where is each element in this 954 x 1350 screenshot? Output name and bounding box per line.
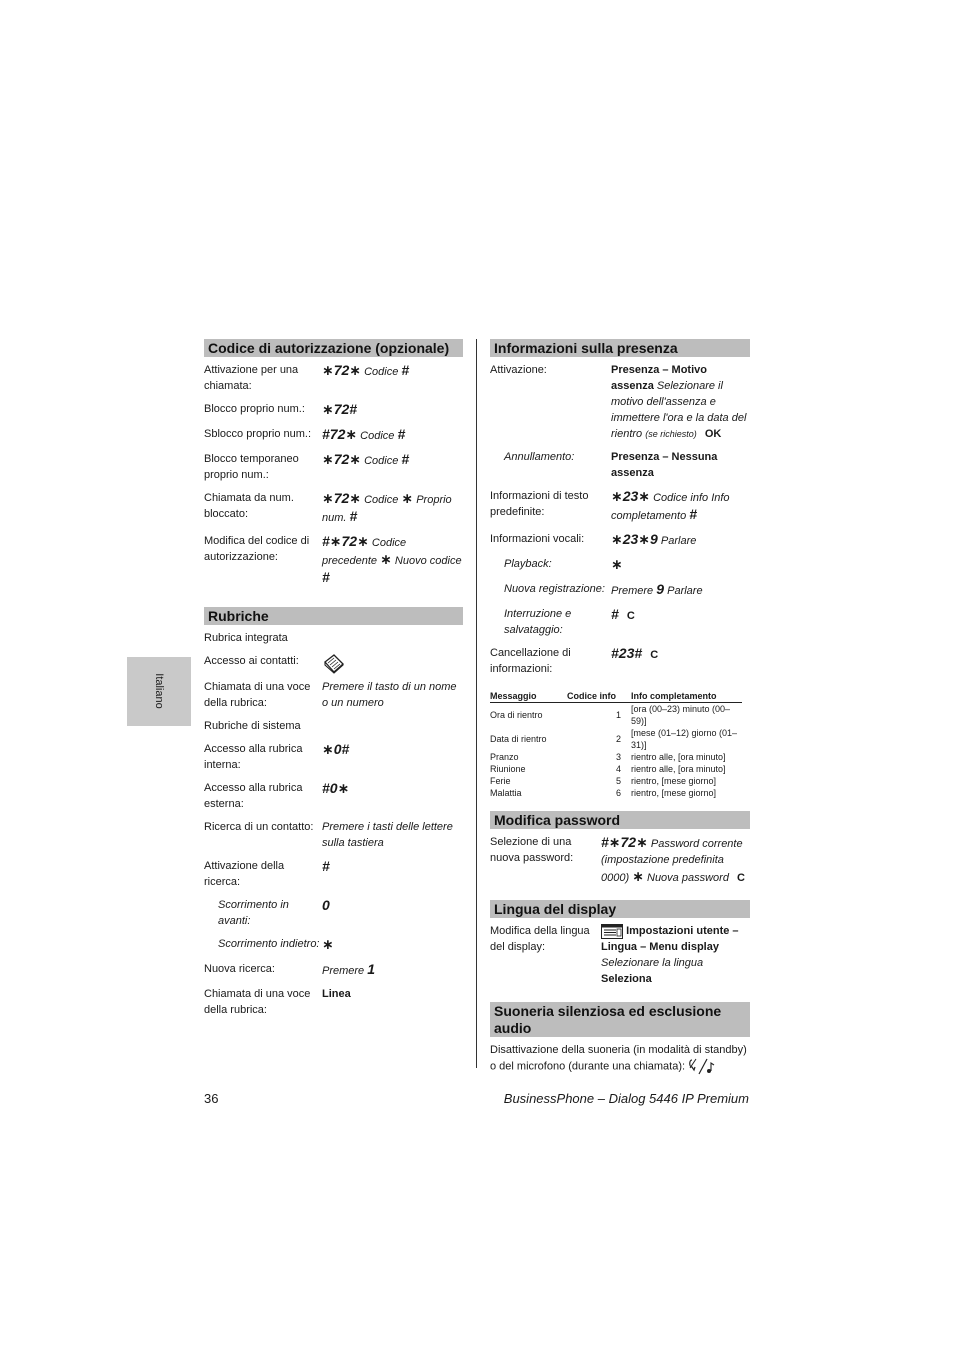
- footer-product: BusinessPhone – Dialog 5446 IP Premium: [503, 1091, 749, 1106]
- table-row: Riunione 4 rientro alle, [ora minuto]: [490, 764, 726, 774]
- subheading-system: Rubriche di sistema: [204, 720, 301, 732]
- auth-row-change-code: Modifica del codice di autorizzazione: #∗72∗ Codice precedente ∗ Nuovo codice #: [204, 533, 462, 585]
- rubriche-row-call-line: Chiamata di una voce della rubrica: Linea: [204, 988, 351, 1016]
- auth-row-temp-block: Blocco temporaneo proprio num.: ∗72∗ Codice #: [204, 451, 410, 481]
- table-header-codice: Codice info: [567, 691, 616, 701]
- side-tab-label: Italiano: [153, 673, 165, 709]
- mute-icon: [688, 1058, 716, 1075]
- presenza-row-voice-info: Informazioni vocali: ∗23∗9 Parlare: [490, 531, 697, 547]
- info-code-table: [490, 691, 742, 799]
- column-divider: [476, 339, 477, 1068]
- table-header-row: [490, 691, 742, 703]
- rubriche-row-scroll-back: Scorrimento indietro: ∗: [218, 936, 334, 952]
- password-row-select: Selezione di una nuova password: #∗72∗ Password corrente (impostazione predefinita 0000) ∗ Nuova password C: [490, 834, 745, 884]
- presenza-row-playback: Playback: ∗: [504, 556, 623, 572]
- right-column: [490, 339, 750, 1075]
- section-title-rubriche: Rubriche: [204, 607, 463, 625]
- presenza-row-delete: Cancellazione di informazioni: #23# C: [490, 645, 659, 675]
- section-title-auth: Codice di autorizzazione (opzionale): [204, 339, 463, 357]
- table-row: Malattia 6 rientro, [mese giorno]: [490, 788, 717, 798]
- section-title-lingua: Lingua del display: [490, 900, 750, 918]
- subheading-integrated: Rubrica integrata: [204, 632, 288, 644]
- auth-row-block: Blocco proprio num.: ∗72#: [204, 401, 358, 417]
- rubriche-row-new-search: Nuova ricerca: Premere 1: [204, 961, 376, 977]
- left-column: [204, 339, 463, 1018]
- lingua-row-change: Modifica della lingua del display: Impostazioni utente – Lingua – Menu display Selezionare la lingua Seleziona: [490, 925, 739, 985]
- suoneria-text: Disattivazione della suoneria (in modalità di standby) o del microfono (durante una chiamata):: [490, 1042, 750, 1075]
- table-row: Ferie 5 rientro, [mese giorno]: [490, 776, 717, 786]
- language-side-tab: [127, 657, 191, 726]
- auth-row-unblock: Sblocco proprio num.: #72∗ Codice #: [204, 426, 406, 442]
- rubriche-row-external: Accesso alla rubrica esterna: #0∗: [204, 780, 350, 810]
- presenza-row-activation: Attivazione: Presenza – Motivo assenza Selezionare il motivo dell'assenza e immettere l'ora e la data del rientro (se richiesto) OK: [490, 364, 747, 440]
- page-number: 36: [204, 1091, 219, 1106]
- auth-row-activation: Attivazione per una chiamata: ∗72∗ Codice #: [204, 362, 410, 392]
- rubriche-row-call-entry: Chiamata di una voce della rubrica: Premere il tasto di un nome o un numero: [204, 681, 457, 709]
- auth-row-call-blocked: Chiamata da num. bloccato: ∗72∗ Codice ∗ Proprio num. #: [204, 490, 452, 524]
- section-title-suoneria: Suoneria silenziosa ed esclusione audio: [490, 1002, 750, 1037]
- section-title-presenza: Informazioni sulla presenza: [490, 339, 750, 357]
- table-header-messaggio: Messaggio: [490, 691, 537, 701]
- table-row: Data di rientro 2 [mese (01–12) giorno (01–31)]: [490, 728, 738, 750]
- rubriche-row-search: Ricerca di un contatto: Premere i tasti delle lettere sulla tastiera: [204, 821, 453, 849]
- rubriche-row-internal: Accesso alla rubrica interna: ∗0#: [204, 741, 350, 771]
- menu-icon: [601, 924, 623, 939]
- rubriche-row-access: Accesso ai contatti:: [204, 653, 463, 675]
- table-header-info: Info completamento: [631, 691, 717, 701]
- table-row: Ora di rientro 1 [ora (00–23) minuto (00–59)]: [490, 704, 731, 726]
- section-title-password: Modifica password: [490, 811, 750, 829]
- rubriche-row-scroll-forward: Scorrimento in avanti: 0: [218, 897, 330, 927]
- presenza-row-stop-save: Interruzione e salvataggio: # C: [504, 606, 635, 636]
- presenza-row-cancel: Annullamento: Presenza – Nessuna assenza: [504, 451, 718, 479]
- phonebook-icon: [322, 653, 346, 675]
- table-row: Pranzo 3 rientro alle, [ora minuto]: [490, 752, 726, 762]
- presenza-row-new-recording: Nuova registrazione: Premere 9 Parlare: [504, 581, 703, 597]
- presenza-row-text-info: Informazioni di testo predefinite: ∗23∗ Codice info Info completamento #: [490, 488, 730, 522]
- rubriche-row-activate-search: Attivazione della ricerca: #: [204, 858, 330, 888]
